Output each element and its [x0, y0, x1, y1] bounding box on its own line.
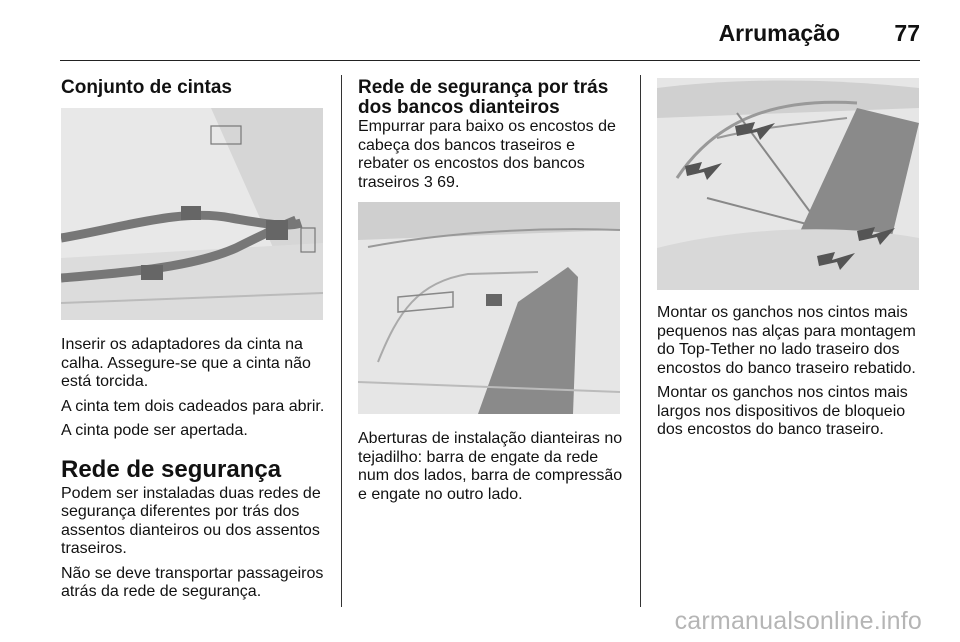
column-divider-1: [341, 75, 342, 607]
roof-openings-para: Aberturas de instalação dianteiras no tejadilho: barra de engate da rede num dos lados, barra de compressão e engate no outro lado.: [358, 430, 623, 503]
page-reference-link[interactable]: 3 69.: [423, 173, 460, 191]
page-number: 77: [894, 20, 920, 46]
belt-set-para-2: A cinta tem dois cadeados para abrir.: [61, 397, 325, 415]
column-2: [358, 78, 626, 504]
page-header: [60, 18, 920, 61]
watermark: carmanualsonline.info: [674, 607, 922, 635]
heading-net-front-seats: Rede de segurança por trás dos bancos dianteiros: [358, 77, 609, 118]
net-front-para-1: [358, 118, 626, 192]
page-title: Arrumação: [718, 20, 840, 46]
belt-set-para-3: A cinta pode ser apertada.: [61, 422, 248, 439]
net-front-para-1-text: Empurrar para baixo os encostos de cabeça dos bancos traseiros e rebater os encostos dos bancos traseiros: [358, 118, 616, 191]
hooks-mounting-illustration: [657, 78, 919, 290]
belt-set-illustration: [61, 108, 323, 320]
heading-belt-set: Conjunto de cintas: [61, 77, 232, 98]
safety-net-para-1: Podem ser instaladas duas redes de segurança diferentes por trás dos assentos dianteiros ou dos assentos traseiros.: [61, 484, 321, 557]
column-divider-2: [640, 75, 641, 607]
hooks-para-1: Montar os ganchos nos cintos mais pequenos nas alças para montagem do Top-Tether no lado traseiro dos encostos do banco traseiro rebatido.: [657, 304, 916, 377]
column-1: [61, 78, 325, 602]
hooks-para-2: Montar os ganchos nos cintos mais largos nos dispositivos de bloqueio dos encostos do banco traseiro.: [657, 384, 908, 438]
safety-net-para-2: Não se deve transportar passageiros atrás da rede de segurança.: [61, 564, 324, 600]
roof-openings-illustration: [358, 202, 620, 414]
belt-set-para-1: Inserir os adaptadores da cinta na calha. Assegure-se que a cinta não está torcida.: [61, 336, 311, 390]
column-3: [657, 78, 921, 440]
heading-safety-net: Rede de segurança: [61, 455, 282, 483]
